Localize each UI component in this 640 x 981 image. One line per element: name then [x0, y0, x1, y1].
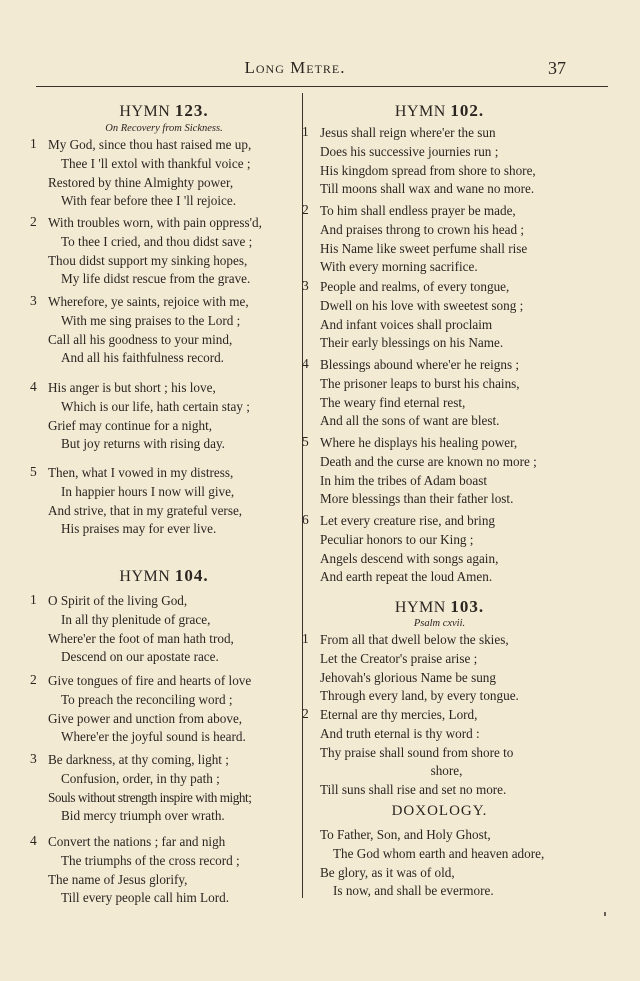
hymn-number: 123.: [174, 101, 209, 120]
verse-line: Thy praise shall sound from shore to: [320, 744, 514, 760]
verse-line: Where he displays his healing power,: [320, 435, 518, 450]
verse-line: And strive, that in my grateful verse,: [48, 502, 243, 518]
verse-number: 6: [302, 512, 309, 527]
verse-line: Blessings abound where'er he reigns ;: [320, 357, 520, 372]
verse-line: And infant voices shall proclaim: [320, 316, 493, 332]
verse-line: Be glory, as it was of old,: [320, 864, 455, 880]
verse-line: Till every people call him Lord.: [61, 890, 229, 906]
verse-line: The God whom earth and heaven adore,: [333, 845, 545, 861]
hymn-123-subtitle: On Recovery from Sickness.: [105, 123, 223, 134]
hymn-number: 102.: [450, 101, 485, 120]
verse-line: Eternal are thy mercies, Lord,: [320, 707, 478, 722]
verse: [302, 124, 577, 199]
verse-line: Their early blessings on his Name.: [320, 335, 504, 351]
verse-line: Souls without strength inspire with might;: [48, 789, 252, 805]
verse-number: 1: [302, 124, 309, 139]
verse-line: People and realms, of every tongue,: [320, 279, 510, 294]
verse-line: In happier hours I now will give,: [61, 483, 235, 499]
verse-number: 2: [30, 672, 37, 687]
verse-line: Does his successive journies run ;: [320, 143, 499, 159]
verse-line: In all thy plenitude of grace,: [61, 611, 211, 627]
verse-line: Call all his goodness to your mind,: [48, 331, 233, 347]
hymn-label: HYMN: [119, 568, 171, 585]
verse-line: Restored by thine Almighty power,: [48, 174, 234, 190]
verse-line: His kingdom spread from shore to shore,: [320, 162, 536, 178]
verse-line: The triumphs of the cross record ;: [61, 852, 240, 868]
doxology-title: DOXOLOGY.: [391, 803, 488, 819]
verse-line: With fear before thee I 'll rejoice.: [61, 193, 237, 209]
verse-line: His Name like sweet perfume shall rise: [320, 240, 528, 256]
verse-line: My God, since thou hast raised me up,: [48, 137, 252, 152]
hymn-104-title: [30, 566, 298, 586]
verse-line: And truth eternal is thy word :: [320, 725, 480, 741]
hymn-label: HYMN: [394, 599, 446, 616]
verse-line: Then, what I vowed in my distress,: [48, 465, 234, 480]
verse-line: Let every creature rise, and bring: [320, 513, 496, 528]
verse: [302, 356, 577, 431]
verse-line: With me sing praises to the Lord ;: [61, 312, 241, 328]
verse-number: 1: [30, 136, 37, 151]
verse-line: And earth repeat the loud Amen.: [320, 569, 493, 585]
verse-line: Thee I 'll extol with thankful voice ;: [61, 155, 251, 171]
verse-line: To thee I cried, and thou didst save ;: [61, 233, 253, 249]
verse-number: 2: [302, 202, 309, 217]
verse-number: 1: [30, 592, 37, 607]
verse-line: Till moons shall wax and wane no more.: [320, 181, 535, 197]
verse: [30, 379, 298, 454]
verse-number: 1: [302, 631, 309, 646]
verse-line: More blessings than their father lost.: [320, 491, 514, 507]
verse-line: But joy returns with rising day.: [61, 436, 225, 452]
verse-line: His praises may for ever live.: [61, 521, 217, 537]
verse-line: Wherefore, ye saints, rejoice with me,: [48, 294, 249, 309]
verse-line: Thou didst support my sinking hopes,: [48, 252, 248, 268]
verse-number: 3: [302, 278, 309, 293]
verse-line: Be darkness, at thy coming, light ;: [48, 752, 229, 767]
verse-line: In him the tribes of Adam boast: [320, 472, 488, 488]
verse-line: Which is our life, hath certain stay ;: [61, 398, 250, 414]
header-rule: [36, 86, 608, 87]
verse-line: Where'er the foot of man hath trod,: [48, 630, 234, 646]
verse-number: 2: [302, 706, 309, 721]
hymn-102-title: [302, 101, 577, 121]
verse: [30, 672, 298, 747]
hymn-label: HYMN: [119, 103, 171, 120]
verse-line: To preach the reconciling word ;: [61, 691, 233, 707]
verse-line: Is now, and shall be evermore.: [333, 883, 494, 899]
verse-line: Jehovah's glorious Name be sung: [320, 669, 496, 685]
verse-line: And all his faithfulness record.: [61, 350, 224, 366]
verse-line: With every morning sacrifice.: [320, 259, 478, 275]
verse-line: Convert the nations ; far and nigh: [48, 834, 226, 849]
verse: [302, 631, 577, 706]
print-speck: [604, 912, 606, 916]
page-number: 37: [548, 58, 566, 78]
verse-line: Give tongues of fire and hearts of love: [48, 673, 252, 688]
verse-line: His anger is but short ; his love,: [48, 380, 216, 395]
verse-number: 3: [30, 293, 37, 308]
verse-number: 4: [30, 833, 37, 848]
verse-number: 2: [30, 214, 37, 229]
verse-number: 3: [30, 751, 37, 766]
running-head: [0, 58, 640, 82]
running-title: Long Metre.: [244, 58, 346, 77]
verse-line: Confusion, order, in thy path ;: [61, 770, 220, 786]
verse-number: 5: [302, 434, 309, 449]
verse-line: My life didst rescue from the grave.: [61, 271, 251, 287]
verse: [30, 833, 298, 908]
hymn-number: 103.: [450, 597, 485, 616]
verse-line: To Father, Son, and Holy Ghost,: [320, 827, 491, 842]
verse-number: 4: [302, 356, 309, 371]
verse-line: Through every land, by every tongue.: [320, 688, 519, 704]
hymn-number: 104.: [174, 566, 209, 585]
verse-line: Descend on our apostate race.: [61, 649, 219, 665]
verse-line: Peculiar honors to our King ;: [320, 531, 474, 547]
verse-line: Dwell on his love with sweetest song ;: [320, 297, 524, 313]
hymn-123-title: [30, 101, 298, 121]
hymn-103-subtitle: Psalm cxvii.: [413, 618, 466, 629]
verse-line: Angels descend with songs again,: [320, 550, 499, 566]
verse-number: 4: [30, 379, 37, 394]
verse-line: With troubles worn, with pain oppress'd,: [48, 215, 262, 230]
verse-line: O Spirit of the living God,: [48, 593, 188, 608]
doxology-verse: [302, 826, 577, 901]
verse: [302, 512, 577, 587]
verse-line: Death and the curse are known no more ;: [320, 453, 537, 469]
hymn-103-title: [302, 597, 577, 617]
verse-number: 5: [30, 464, 37, 479]
verse-line: Where'er the joyful sound is heard.: [61, 729, 246, 745]
verse-line: The name of Jesus glorify,: [48, 871, 188, 887]
verse-line: And all the sons of want are blest.: [320, 413, 500, 429]
verse-line: Grief may continue for a night,: [48, 417, 213, 433]
verse: [30, 592, 298, 667]
verse: [302, 278, 577, 353]
verse: [302, 202, 577, 277]
verse-line: Jesus shall reign where'er the sun: [320, 125, 496, 140]
verse-line: shore,: [430, 763, 463, 779]
verse: [30, 214, 298, 289]
verse-line: Let the Creator's praise arise ;: [320, 650, 478, 666]
verse: [30, 751, 298, 826]
verse: [30, 464, 298, 539]
verse: [30, 136, 298, 211]
verse: [302, 706, 577, 800]
verse-line: From all that dwell below the skies,: [320, 632, 509, 647]
verse: [30, 293, 298, 368]
verse-line: Bid mercy triumph over wrath.: [61, 808, 225, 824]
verse-line: The weary find eternal rest,: [320, 394, 466, 410]
verse-line: To him shall endless prayer be made,: [320, 203, 516, 218]
hymn-label: HYMN: [394, 103, 446, 120]
verse-line: Till suns shall rise and set no more.: [320, 782, 507, 798]
verse-line: And praises throng to crown his head ;: [320, 221, 525, 237]
verse-line: Give power and unction from above,: [48, 710, 243, 726]
verse-line: The prisoner leaps to burst his chains,: [320, 375, 520, 391]
verse: [302, 434, 577, 509]
